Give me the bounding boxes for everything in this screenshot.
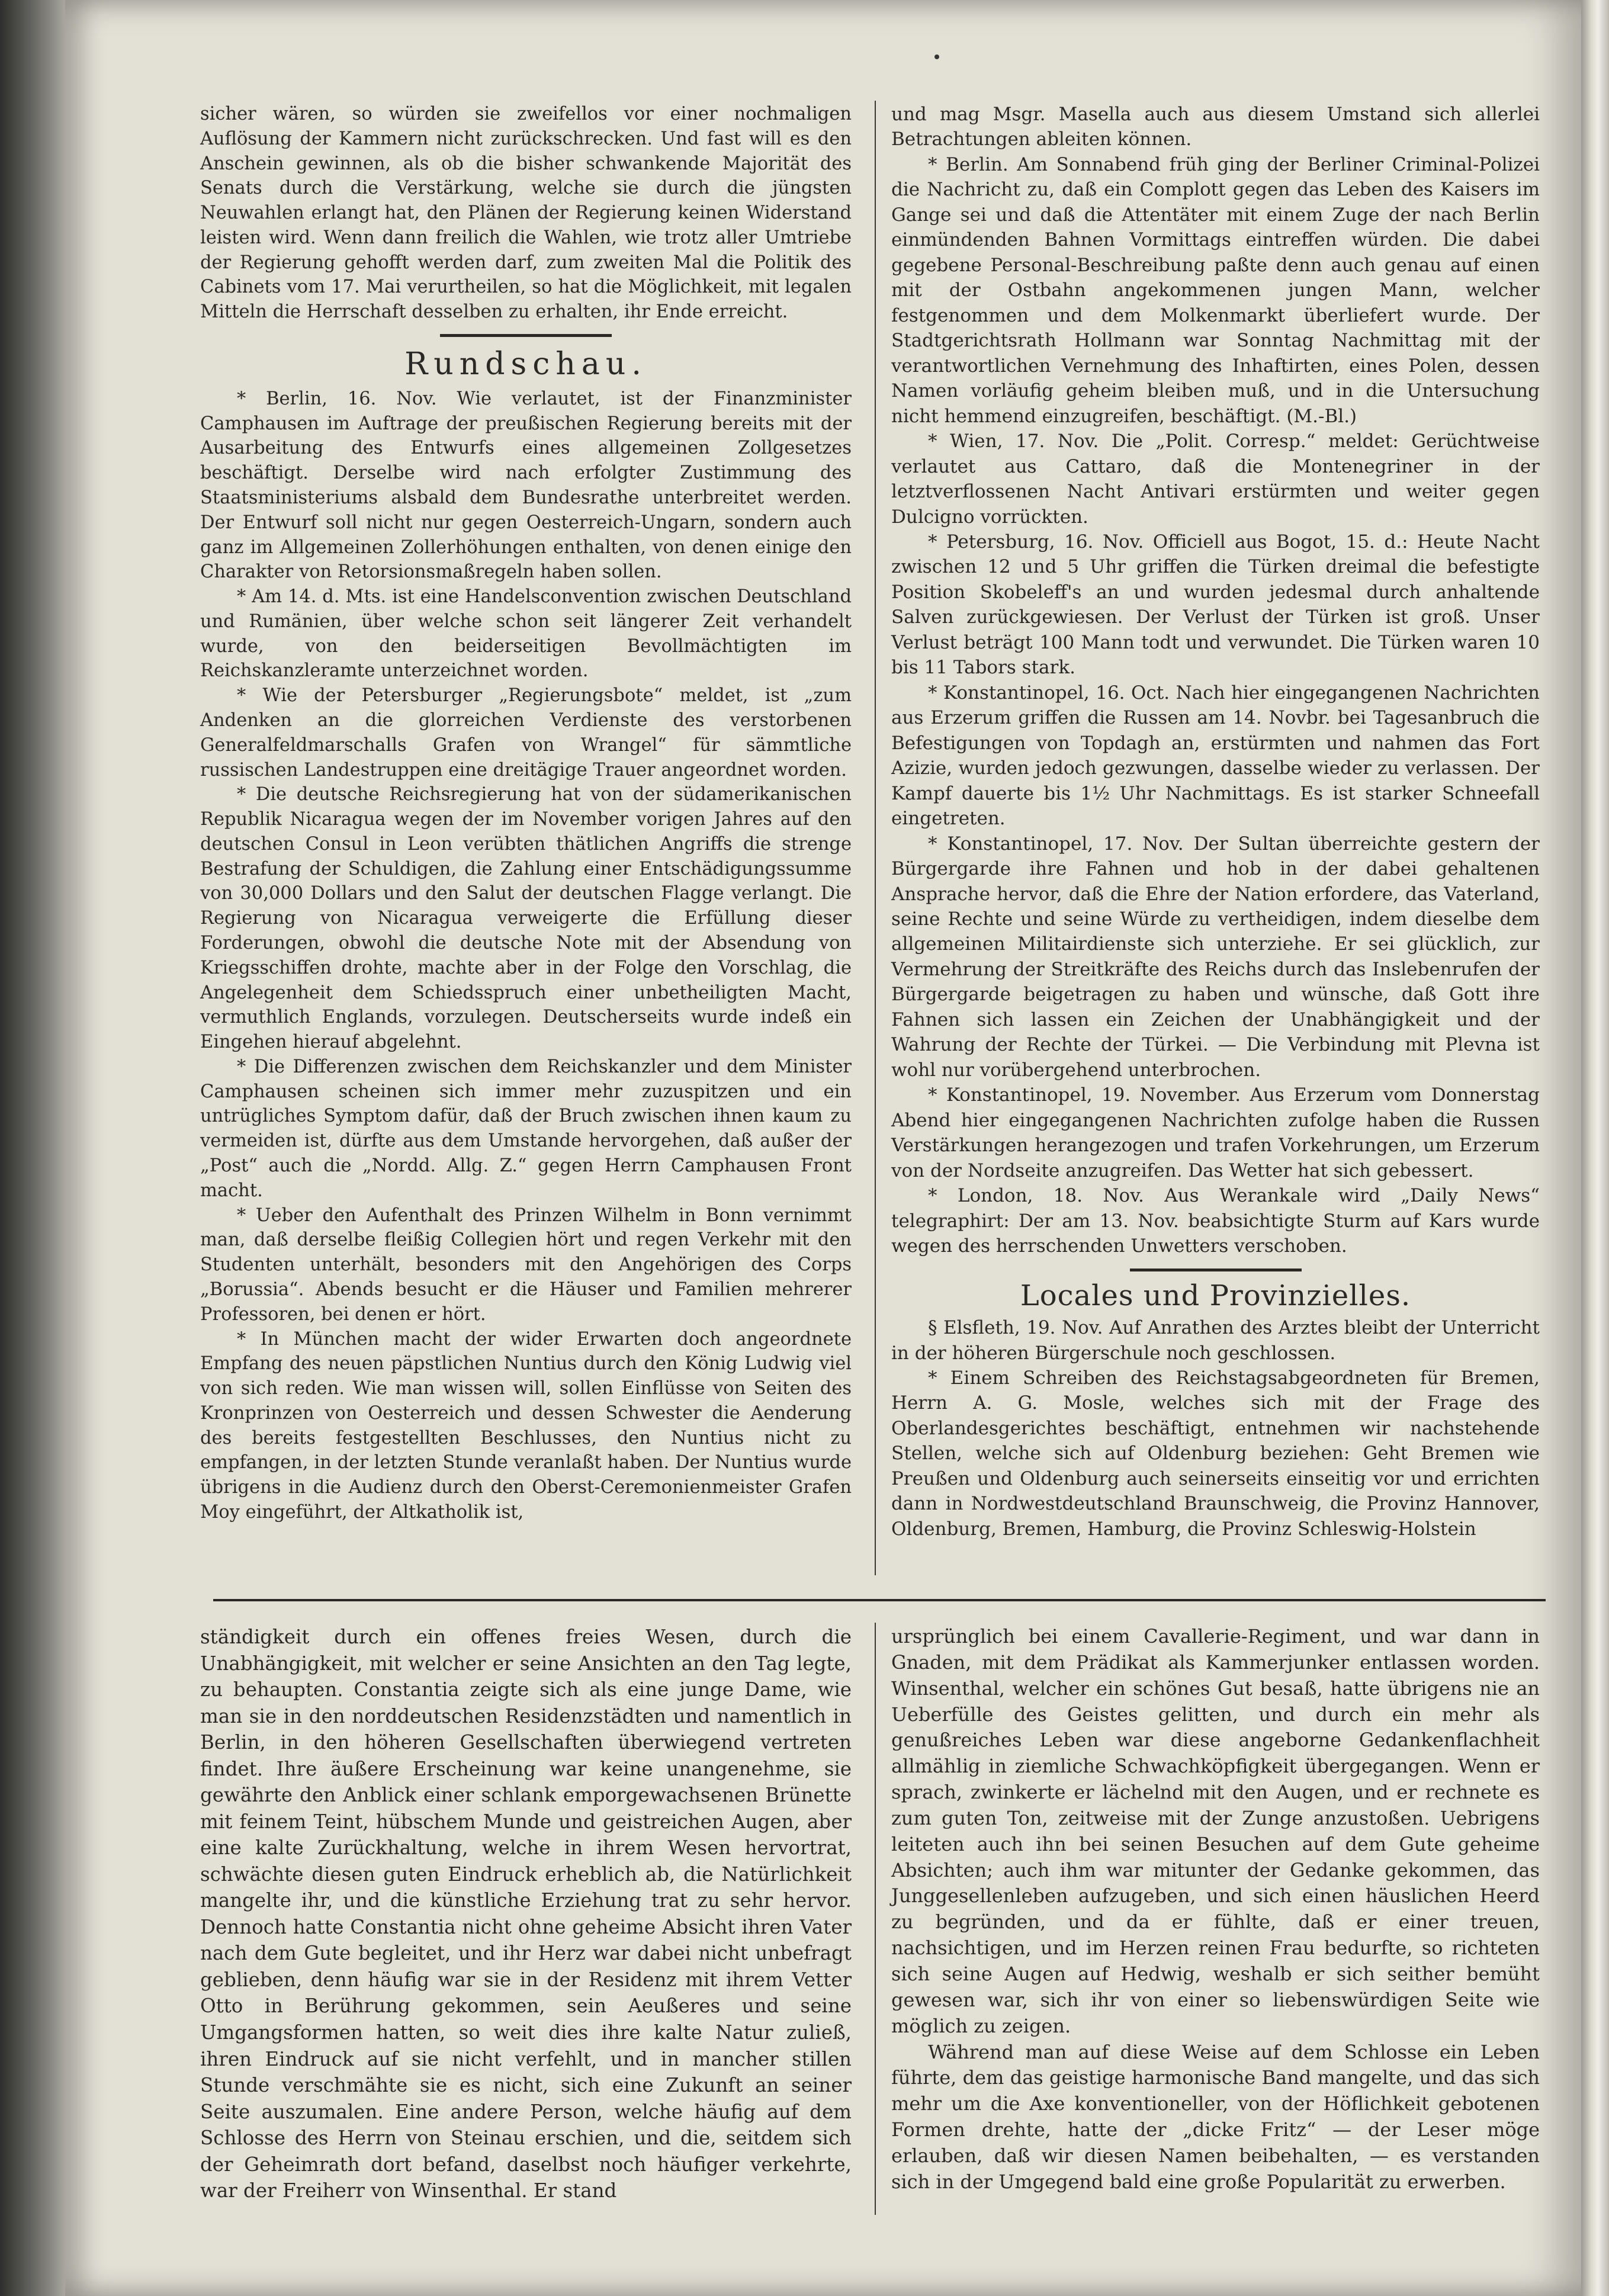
- column-divider-upper: [875, 101, 876, 1575]
- news-item: * Konstantinopel, 16. Oct. Nach hier eingegangenen Nachrichten aus Erzerum griffen die Russen am 14. Novbr. bei Tagesanbruch die Befestigungen von Topdagh an, erstürmten und nahmen das Fort Azizie, wurden jedoch gezwungen, dasselbe wieder zu verlassen. Der Kampf dauerte bis 1½ Uhr Nachmittags. Es ist starker Schneefall eingetreten.: [891, 682, 1540, 830]
- news-item: * Berlin. Am Sonnabend früh ging der Berliner Criminal-Polizei die Nachricht zu, daß ein Complott gegen das Leben des Kaisers im Gange sei und daß die Attentäter mit einem Zuge der nach Berlin einmündenden Bahnen Vormittags eintreffen würden. Die dabei gegebene Personal-Beschreibung paßte denn auch genau auf einen mit der Ostbahn angekommenen jungen Mann, welcher festgenommen und dem Molkenmarkt überliefert wurde. Der Stadtgerichtsrath Hollmann war Sonntag Nachmittag mit der verantwortlichen Vernehmung des Inhaftirten, eines Polen, dessen Namen vorläufig geheim bleiben muß, und in die Untersuchung nicht hemmend einzugreifen, beschäftigt. (M.-Bl.): [891, 153, 1540, 427]
- column-lower-left: [200, 1624, 852, 2204]
- section-divider-rule: [213, 1599, 1546, 1601]
- heading-rule: [1130, 1269, 1302, 1271]
- feuilleton-text: ursprünglich bei einem Cavallerie-Regiment, und war dann in Gnaden, mit dem Prädikat als Kammerjunker entlassen worden. Winsenthal, welcher ein schönes Gut besaß, hatte übrigens nie an Ueberfülle des Geistes gelitten, und durch ein mehr als genußreiches Leben war diese angeborne Gedankenflachheit allmählig in ziemliche Schwachköpfigkeit übergegangen. Wenn er sprach, zwinkerte er lächelnd mit den Augen, und er rechnete es zum guten Ton, zeitweise mit der Zunge anzustoßen. Uebrigens leiteten auch ihn bei seinen Besuchen auf dem Gute geheime Absichten; auch ihm war mitunter der Gedanke gekommen, das Junggesellenleben aufzugeben, und sich einen häuslichen Heerd zu begründen, und da er fühlte, daß er einer treuen, nachsichtigen, und im Herzen reinen Frau bedurfte, so richteten sich seine Augen auf Hedwig, weshalb er sich seither bemüht gewesen war, sich ihr von einer so liebenswürdigen Seite wie möglich zu zeigen.: [891, 1625, 1540, 2037]
- local-news-item: * Einem Schreiben des Reichstagsabgeordneten für Bremen, Herrn A. G. Mosle, welches sich mit der Frage des Oberlandesgerichtes beschäftigt, entnehmen wir nachstehende Stellen, welche sich auf Oldenburg beziehen: Geht Bremen wie Preußen und Oldenburg auch seinerseits einseitig vor und errichten dann in Nordwestdeutschland Braunschweig, die Provinz Hannover, Oldenburg, Bremen, Hamburg, die Provinz Schleswig-Holstein: [891, 1367, 1540, 1540]
- article-continuation: und mag Msgr. Masella auch aus diesem Umstand sich allerlei Betrachtungen ableiten können.: [891, 104, 1540, 150]
- news-item: * Wie der Petersburger „Regierungsbote“ meldet, ist „zum Andenken an die glorreichen Verdienste des verstorbenen Generalfeldmarschalls Grafen von Wrangel“ für sämmtliche russischen Landestruppen eine dreitägige Trauer angeordnet worden.: [200, 685, 852, 781]
- news-item: * Petersburg, 16. Nov. Officiell aus Bogot, 15. d.: Heute Nacht zwischen 12 und 5 Uhr griffen die Türken dreimal die befestigte Position Skobeleff's an und wurden jedesmal durch anhaltende Salven zurückgewiesen. Der Verlust der Türken ist groß. Unser Verlust beträgt 100 Mann todt und verwundet. Die Türken waren 10 bis 11 Tabors stark.: [891, 531, 1540, 679]
- news-item: * London, 18. Nov. Aus Werankale wird „Daily News“ telegraphirt: Der am 13. Nov. beabsichtigte Sturm auf Kars wurde wegen des herrschenden Unwetters verschoben.: [891, 1185, 1540, 1257]
- news-item: * Berlin, 16. Nov. Wie verlautet, ist der Finanzminister Camphausen im Auftrage der preußischen Regierung bereits mit der Ausarbeitung des Entwurfs eines allgemeinen Zollgesetzes beschäftigt. Derselbe wird nach erfolgter Zustimmung des Staatsministeriums alsbald dem Bundesrathe unterbreitet werden. Der Entwurf soll nicht nur gegen Oesterreich-Ungarn, sondern auch ganz im Allgemeinen Zollerhöhungen enthalten, von denen einige den Charakter von Retorsionsmaßregeln haben sollen.: [200, 388, 852, 583]
- page-speck: [934, 54, 939, 59]
- book-edge-right: [1581, 0, 1609, 2296]
- feuilleton-paragraph: Während man auf diese Weise auf dem Schlosse ein Leben führte, dem das geistige harmonische Band mangelte, und das sich mehr um die Axe konventioneller, von der Höflichkeit gebotenen Formen drehte, hatte der „dicke Fritz“ — der Leser möge erlauben, daß wir diesen Namen beibehalten, — es verstanden sich in der Umgegend bald eine große Popularität zu erwerben.: [891, 2040, 1540, 2193]
- book-spine-left: [0, 0, 65, 2296]
- section-heading-locales: Locales und Provinzielles.: [1020, 1279, 1411, 1312]
- news-item: * Wien, 17. Nov. Die „Polit. Corresp.“ meldet: Gerüchtweise verlautet aus Cattaro, daß die Montenegriner in der letztverflossenen Nacht Antivari erstürmten und weiter gegen Dulcigno vorrückten.: [891, 431, 1540, 528]
- column-lower-right: [891, 1624, 1540, 2195]
- heading-rule: [440, 334, 612, 337]
- article-continuation: sicher wären, so würden sie zweifellos vor einer nochmaligen Auflösung der Kammern nicht zurückschrecken. Und fast will es den Anschein gewinnen, als ob die bisher schwankende Majorität des Senats durch die Verstärkung, welche sie durch die jüngsten Neuwahlen erlangt hat, den Plänen der Regierung keinen Widerstand leisten wird. Wenn dann freilich die Wahlen, wie trotz aller Umtriebe der Regierung gehofft werden darf, zum zweiten Mal die Politik des Cabinets vom 17. Mai verurtheilen, so hat die Möglichkeit, mit legalen Mitteln die Herrschaft desselben zu erhalten, ihr Ende erreicht.: [200, 104, 852, 323]
- local-news-item: § Elsfleth, 19. Nov. Auf Anrathen des Arztes bleibt der Unterricht in der höheren Bürgerschule noch geschlossen.: [891, 1317, 1540, 1364]
- column-upper-right: [891, 102, 1540, 1542]
- column-divider-lower: [875, 1623, 876, 2215]
- section-heading-rundschau: Rundschau.: [404, 346, 647, 383]
- column-upper-left: [200, 102, 852, 1525]
- feuilleton-text: ständigkeit durch ein offenes freies Wesen, durch die Unabhängigkeit, mit welcher er seine Ansichten an den Tag legte, zu behaupten. Constantia zeigte sich als eine junge Dame, wie man sie in den norddeutschen Residenzstädten und namentlich in Berlin, in den höheren Gesellschaften überwiegend vertreten findet. Ihre äußere Erscheinung war keine unangenehme, sie gewährte den Anblick einer schlank emporgewachsenen Brünette mit feinem Teint, hübschem Munde und geistreichen Augen, aber eine kalte Zurückhaltung, welche in ihrem Wesen hervortrat, schwächte diesen guten Eindruck erheblich ab, die Natürlichkeit mangelte ihr, und die künstliche Erziehung trat zu sehr hervor. Dennoch hatte Constantia nicht ohne geheime Absicht ihren Vater nach dem Gute begleitet, und ihr Herz war dabei nicht unbefragt geblieben, denn häufig war sie in der Residenz mit ihrem Vetter Otto in Berührung gekommen, sein Aeußeres und seine Umgangsformen hatten, so weit dies ihre kalte Natur zuließ, ihren Eindruck auf sie nicht verfehlt, und in mancher stillen Stunde verschmähte sie es nicht, sich eine Zukunft an seiner Seite auszumalen. Eine andere Person, welche häufig auf dem Schlosse des Herrn von Steinau erschien, und die, seitdem sich der Geheimrath dort befand, daselbst noch häufiger verkehrte, war der Freiherr von Winsenthal. Er stand: [200, 1626, 852, 2202]
- news-item: * Konstantinopel, 17. Nov. Der Sultan überreichte gestern der Bürgergarde ihre Fahnen und hob in der dabei gehaltenen Ansprache hervor, daß die Ehre der Nation erfordere, das Vaterland, seine Rechte und seine Würde zu vertheidigen, indem dieselbe dem allgemeinen Militairdienste sich unterziehe. Er sei glücklich, zur Vermehrung der Streitkräfte des Reichs durch das Inslebenrufen der Bürgergarde beigetragen zu haben und wünsche, daß Gott ihre Fahnen sich lassen ein Zeichen der Unabhängigkeit und der Wahrung der Rechte der Türkei. — Die Verbindung mit Plevna ist wohl nur vorübergehend unterbrochen.: [891, 833, 1540, 1081]
- news-item: * Die deutsche Reichsregierung hat von der südamerikanischen Republik Nicaragua wegen der im November vorigen Jahres auf den deutschen Consul in Leon verübten thätlichen Angriffs die strenge Bestrafung der Schuldigen, die Zahlung einer Entschädigungssumme von 30,000 Dollars und den Salut der deutschen Flagge verlangt. Die Regierung von Nicaragua verweigerte die Erfüllung dieser Forderungen, obwohl die deutsche Note mit der Absendung von Kriegsschiffen drohte, machte aber in der Folge den Vorschlag, die Angelegenheit dem Schiedsspruch einer unbetheiligten Macht, vermuthlich Englands, vorzulegen. Deutscherseits wurde indeß ein Eingehen hierauf abgelehnt.: [200, 784, 852, 1053]
- news-item: * Am 14. d. Mts. ist eine Handelsconvention zwischen Deutschland und Rumänien, über welche schon seit längerer Zeit verhandelt wurde, von den beiderseitigen Bevollmächtigten im Reichskanzleramte unterzeichnet worden.: [200, 586, 852, 682]
- news-item: * Konstantinopel, 19. November. Aus Erzerum vom Donnerstag Abend hier eingegangenen Nachrichten zufolge haben die Russen Verstärkungen herangezogen und trafen Vorkehrungen, um Erzerum von der Nordseite anzugreifen. Das Wetter hat sich gebessert.: [891, 1084, 1540, 1181]
- news-item: * Ueber den Aufenthalt des Prinzen Wilhelm in Bonn vernimmt man, daß derselbe fleißig Collegien hört und regen Verkehr mit den Studenten unterhält, besonders mit den Angehörigen des Corps „Borussia“. Abends besucht er die Häuser und Familien mehrerer Professoren, bei denen er hört.: [200, 1205, 852, 1325]
- news-item: * Die Differenzen zwischen dem Reichskanzler und dem Minister Camphausen scheinen sich immer mehr zuzuspitzen und ein untrügliches Symptom dafür, daß der Bruch zwischen ihnen kaum zu vermeiden ist, dürfte aus dem Umstande hervorgehen, daß außer der „Post“ auch die „Nordd. Allg. Z.“ gegen Herrn Camphausen Front macht.: [200, 1056, 852, 1201]
- news-item: * In München macht der wider Erwarten doch angeordnete Empfang des neuen päpstlichen Nuntius durch den König Ludwig viel von sich reden. Wie man wissen will, sollen Einflüsse von Seiten des Kronprinzen von Oesterreich und dessen Schwester die Aenderung des bereits festgestellten Beschlusses, den Nuntius nicht zu empfangen, in der letzten Stunde veranlaßt haben. Der Nuntius wurde übrigens in die Audienz durch den Oberst-Ceremonienmeister Grafen Moy eingeführt, der Altkatholik ist,: [200, 1328, 852, 1523]
